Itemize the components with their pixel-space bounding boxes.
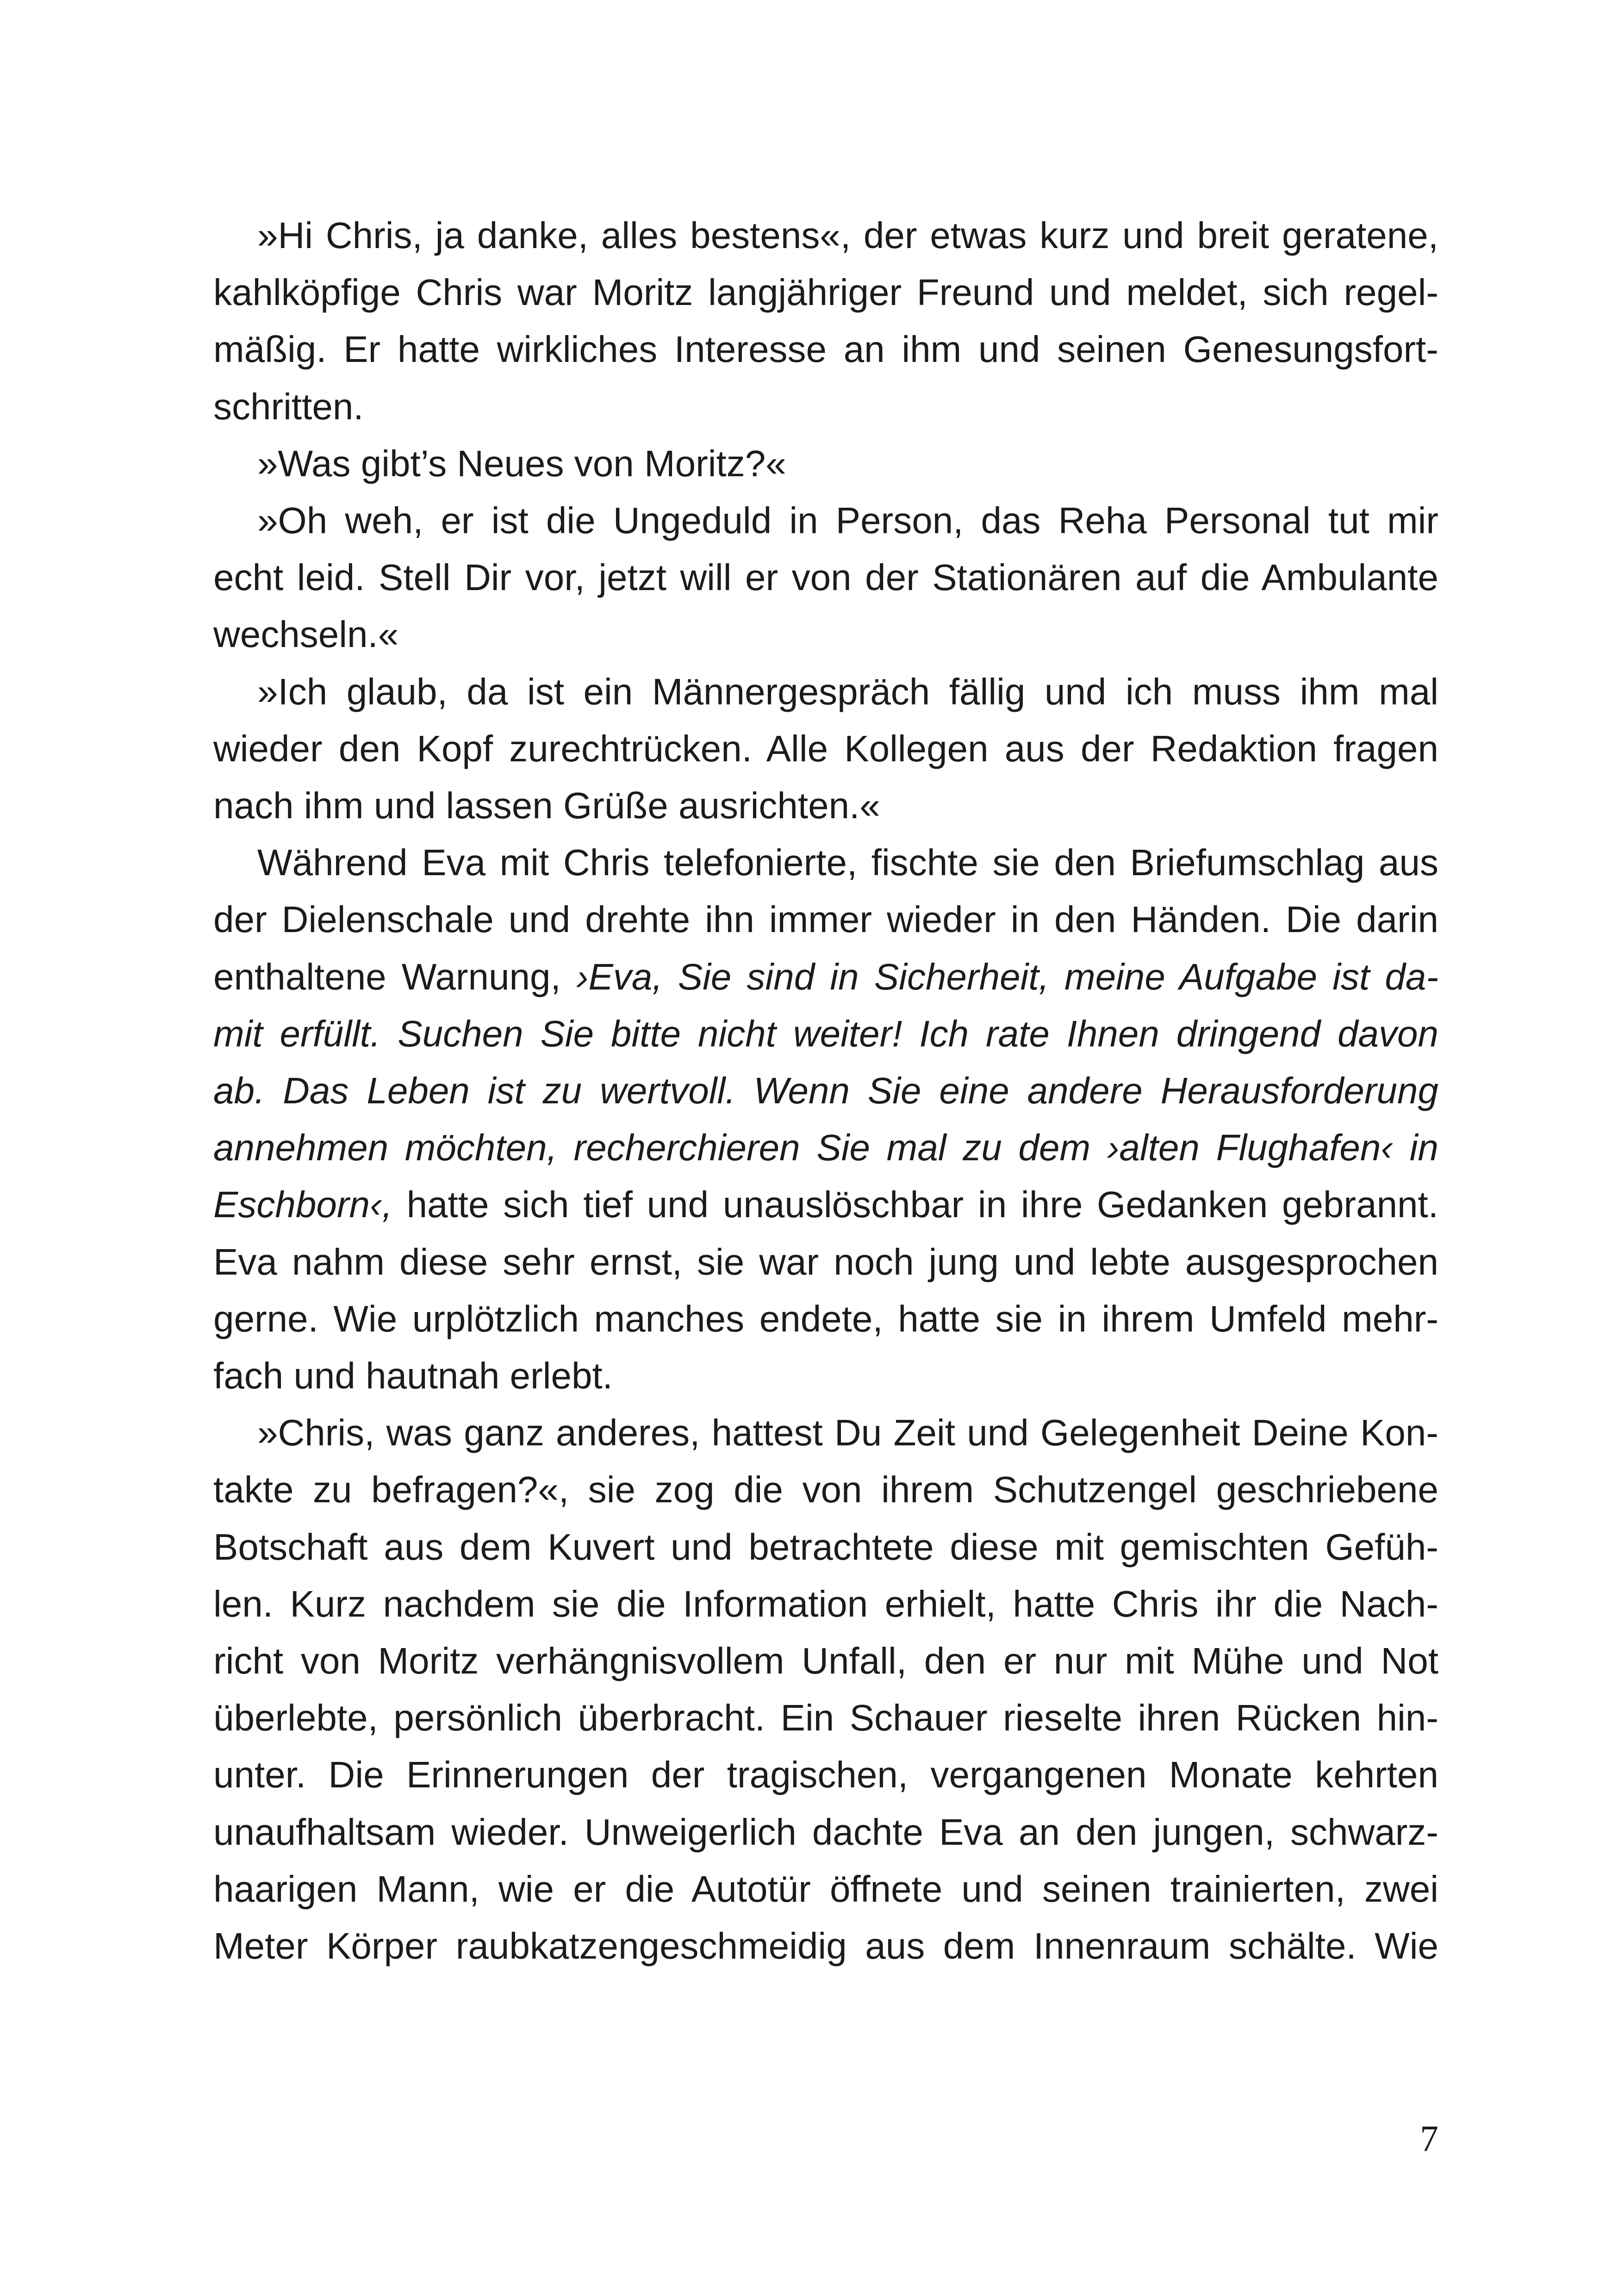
paragraph (213, 663, 1438, 834)
text-run: mäßig. Er hatte wirkliches Interesse an ihm und seinen Genesungsfort- (213, 329, 1438, 370)
text-run: hatte sich tief und unauslöschbar in ihre Gedanken gebrannt. (392, 1184, 1438, 1226)
italic-text-run: annehmen möchten, recherchieren Sie mal zu dem ›alten Flughafen‹ in (213, 1127, 1438, 1169)
text-run: nach ihm und lassen Grüße ausrichten.« (213, 785, 880, 827)
paragraph (213, 1404, 1438, 1974)
text-line (213, 606, 1438, 663)
text-line (213, 1575, 1438, 1632)
text-run: fach und hautnah erlebt. (213, 1355, 613, 1397)
text-run: »Ich glaub, da ist ein Männergespräch fällig und ich muss ihm mal (257, 671, 1438, 712)
text-run: richt von Moritz verhängnisvollem Unfall, den er nur mit Mühe und Not (213, 1640, 1438, 1682)
paragraph (213, 492, 1438, 663)
text-line (213, 1062, 1438, 1119)
text-line (213, 1176, 1438, 1233)
text-line (213, 1689, 1438, 1746)
text-run: schritten. (213, 386, 364, 427)
paragraph (213, 207, 1438, 435)
text-run: enthaltene Warnung, (213, 956, 576, 997)
text-run: echt leid. Stell Dir vor, jetzt will er von der Stationären auf die Ambulante (213, 557, 1438, 598)
text-run: wechseln.« (213, 614, 399, 655)
text-line (213, 1404, 1438, 1461)
text-line (213, 834, 1438, 891)
page-number: 7 (1420, 2119, 1438, 2159)
paragraph (213, 834, 1438, 1404)
text-line (213, 264, 1438, 321)
text-line (213, 1746, 1438, 1803)
text-run: Eva nahm diese sehr ernst, sie war noch jung und lebte ausgesprochen (213, 1241, 1438, 1282)
text-line (213, 1347, 1438, 1404)
text-run: gerne. Wie urplötzlich manches endete, hatte sie in ihrem Umfeld mehr- (213, 1298, 1438, 1339)
text-run: »Chris, was ganz anderes, hattest Du Zeit und Gelegenheit Deine Kon- (257, 1412, 1438, 1454)
text-line (213, 435, 1438, 492)
text-run: len. Kurz nachdem sie die Information erhielt, hatte Chris ihr die Nach- (213, 1583, 1438, 1624)
text-line (213, 777, 1438, 834)
text-run: wieder den Kopf zurechtrücken. Alle Kollegen aus der Redaktion fragen (213, 728, 1438, 769)
text-line (213, 378, 1438, 435)
italic-text-run: ›Eva, Sie sind in Sicherheit, meine Aufgabe ist da- (576, 956, 1438, 997)
page-body (213, 207, 1438, 1974)
text-line (213, 321, 1438, 378)
text-run: Botschaft aus dem Kuvert und betrachtete diese mit gemischten Gefüh- (213, 1526, 1438, 1568)
text-line (213, 948, 1438, 1005)
text-line (213, 1917, 1438, 1974)
text-run: haarigen Mann, wie er die Autotür öffnete und seinen trainierten, zwei (213, 1868, 1438, 1910)
text-line (213, 1119, 1438, 1176)
text-run: unter. Die Erinnerungen der tragischen, vergangenen Monate kehrten (213, 1754, 1438, 1796)
text-run: »Was gibt’s Neues von Moritz?« (257, 442, 786, 484)
text-line (213, 1290, 1438, 1347)
text-run: unaufhaltsam wieder. Unweigerlich dachte Eva an den jungen, schwarz- (213, 1811, 1438, 1853)
text-run: kahlköpfige Chris war Moritz langjähriger Freund und meldet, sich regel- (213, 272, 1438, 313)
text-run: Während Eva mit Chris telefonierte, fischte sie den Briefumschlag aus (257, 842, 1438, 884)
text-line (213, 492, 1438, 549)
text-run: Meter Körper raubkatzengeschmeidig aus dem Innenraum schälte. Wie (213, 1925, 1438, 1967)
text-run: »Hi Chris, ja danke, alles bestens«, der etwas kurz und breit geratene, (257, 215, 1438, 256)
text-line (213, 1233, 1438, 1290)
text-line (213, 1860, 1438, 1917)
text-run: überlebte, persönlich überbracht. Ein Schauer rieselte ihren Rücken hin- (213, 1697, 1438, 1739)
text-line (213, 1461, 1438, 1518)
paragraph (213, 435, 1438, 492)
italic-text-run: ab. Das Leben ist zu wertvoll. Wenn Sie eine andere Herausforderung (213, 1070, 1438, 1112)
text-run: der Dielenschale und drehte ihn immer wieder in den Händen. Die darin (213, 899, 1438, 940)
text-line (213, 1005, 1438, 1062)
text-line (213, 1632, 1438, 1689)
text-line (213, 663, 1438, 720)
text-line (213, 891, 1438, 948)
text-line (213, 207, 1438, 264)
italic-text-run: Eschborn‹, (213, 1184, 392, 1226)
text-line (213, 720, 1438, 777)
text-line (213, 1804, 1438, 1860)
text-line (213, 549, 1438, 606)
text-line (213, 1518, 1438, 1575)
text-run: »Oh weh, er ist die Ungeduld in Person, das Reha Personal tut mir (257, 500, 1438, 541)
text-run: takte zu befragen?«, sie zog die von ihrem Schutzengel geschriebene (213, 1469, 1438, 1511)
italic-text-run: mit erfüllt. Suchen Sie bitte nicht weiter! Ich rate Ihnen dringend davon (213, 1013, 1438, 1054)
